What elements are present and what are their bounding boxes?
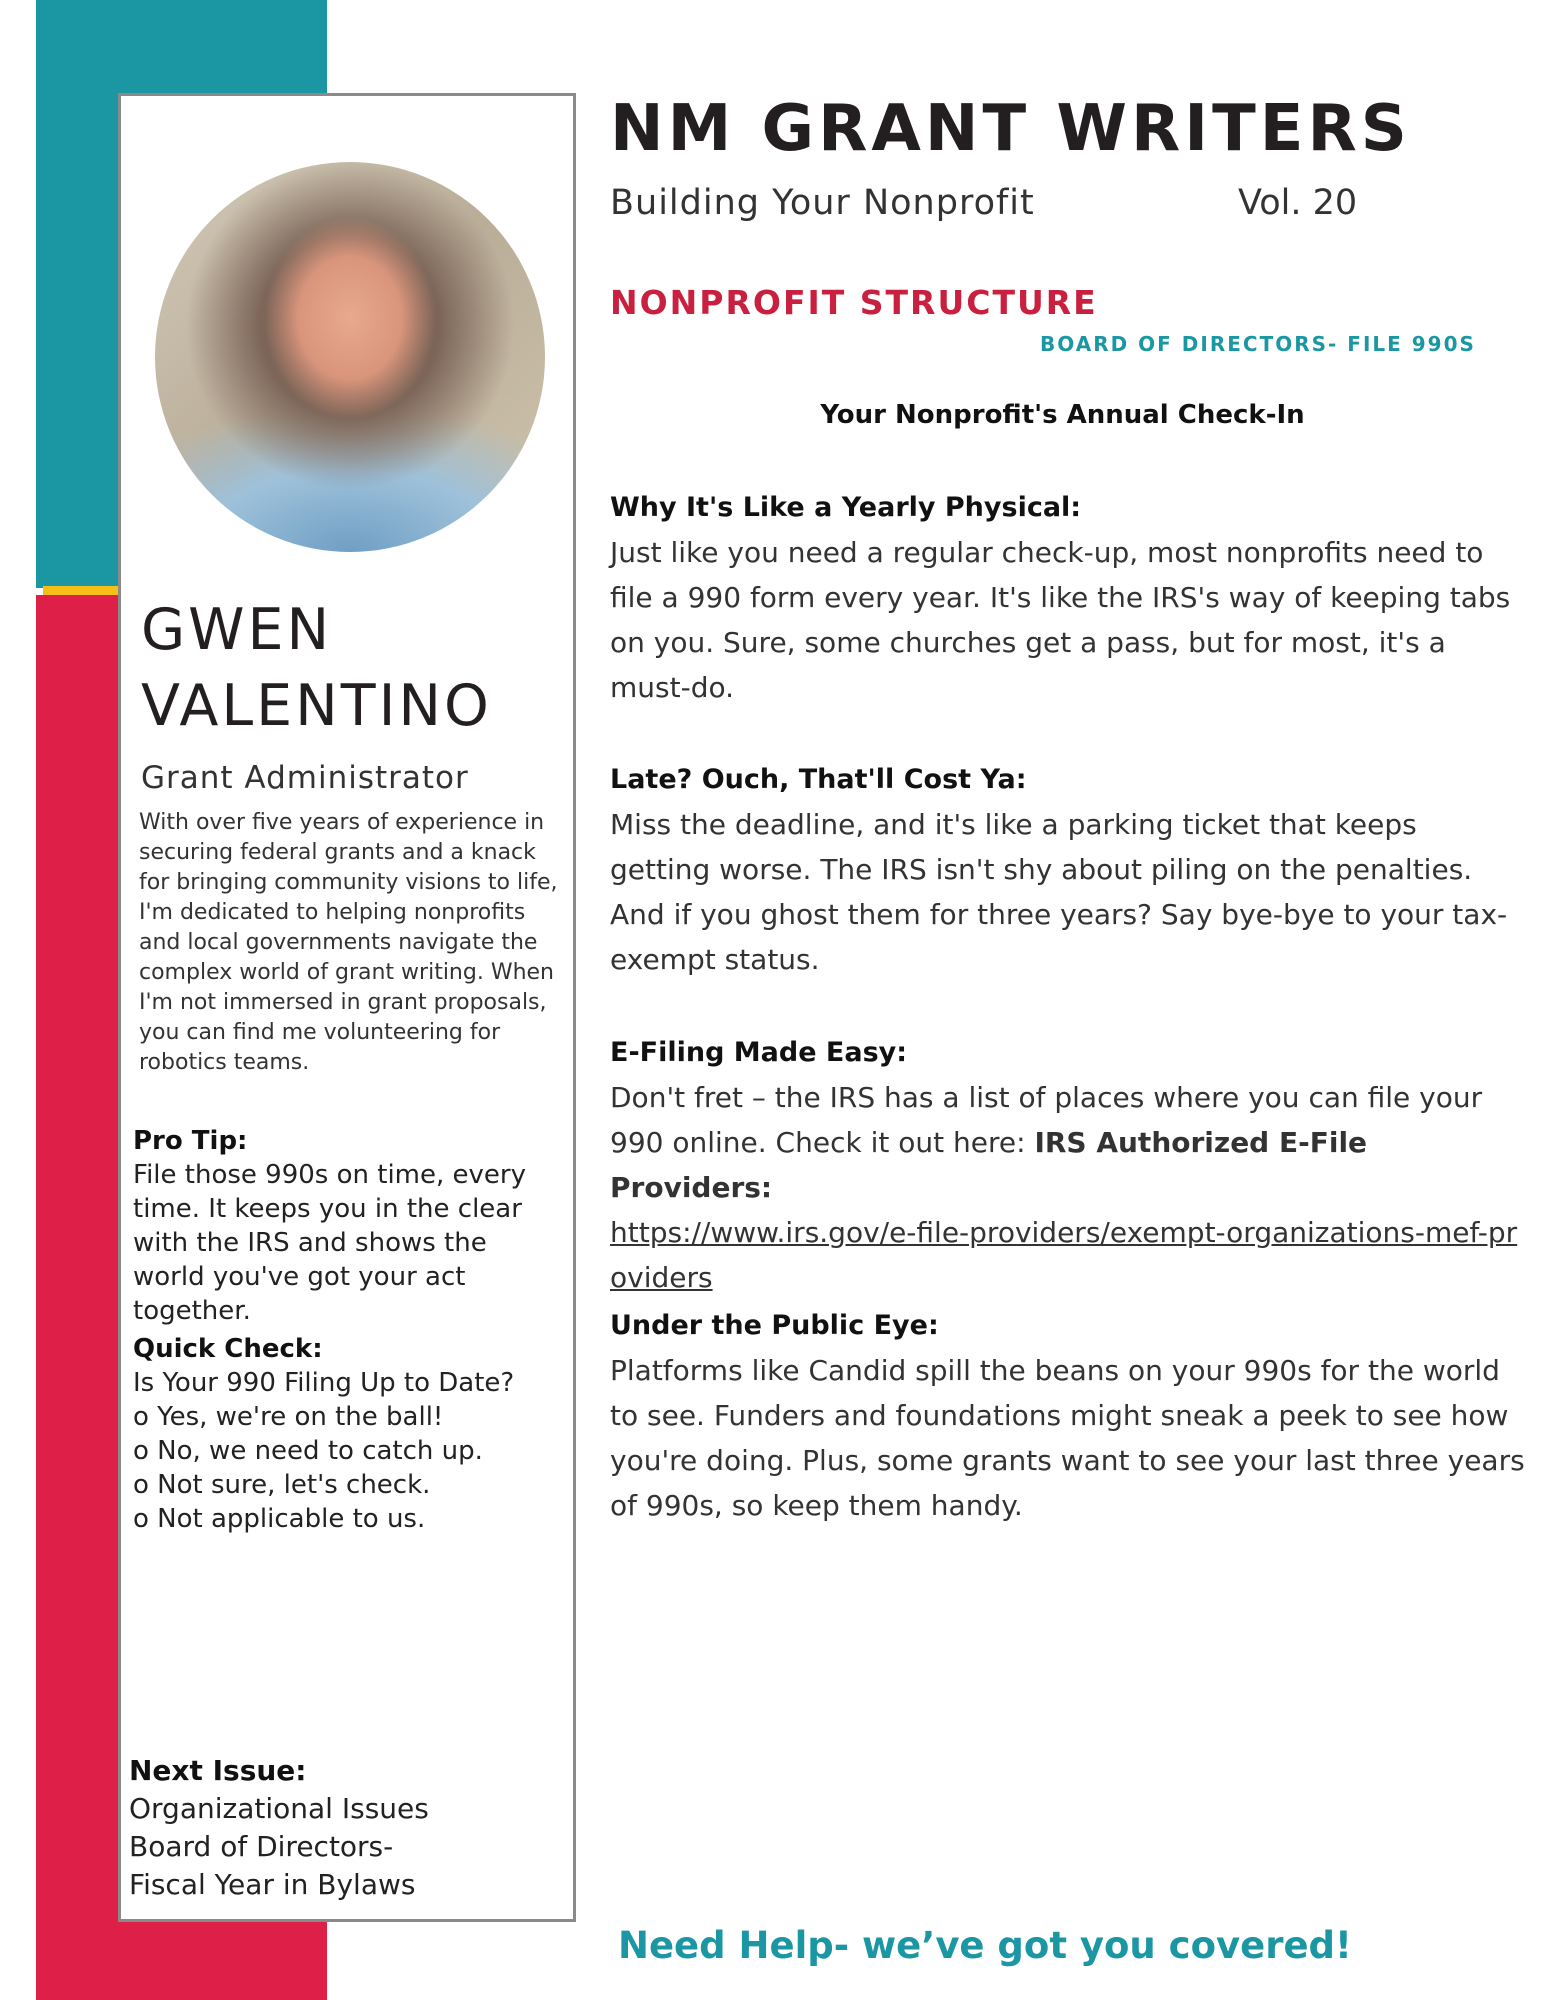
next-issue-heading: Next Issue: — [129, 1754, 307, 1787]
newsletter-masthead: NM GRANT WRITERS — [610, 92, 1411, 166]
author-name-last: VALENTINO — [141, 673, 492, 739]
paragraph-text-body: Don't fret – the IRS has a list of places where you can file your 990 online. Check it out here: — [610, 1081, 1483, 1159]
quick-check — [133, 1332, 563, 1536]
quick-check-option: o No, we need to catch up. — [133, 1436, 483, 1466]
e-file-providers-label: IRS Authorized E-File Providers: — [610, 1126, 1368, 1204]
paragraph-text: Just like you need a regular check-up, most nonprofits need to file a 990 form every year. It's like the IRS's way of keeping tabs on you. Sure, some churches get a pass, but for most, it's a must-do. — [610, 536, 1511, 704]
yellow-accent-stripe — [43, 586, 119, 595]
author-role: Grant Administrator — [141, 760, 469, 796]
next-issue-line: Organizational Issues — [129, 1792, 429, 1825]
newsletter-subtitle: Building Your Nonprofit — [610, 183, 1035, 223]
author-bio: With over five years of experience in securing federal grants and a knack for bringing community visions to life, I'm dedicated to helping nonprofits and local governments navigate the complex world of grant writing. When I'm not immersed in grant proposals, you can find me volunteering for robotics teams. — [139, 810, 558, 1075]
quick-check-options — [133, 1400, 563, 1536]
author-portrait-photo — [155, 162, 545, 552]
next-issue-line: Board of Directors- — [129, 1830, 394, 1863]
paragraph-heading: E-Filing Made Easy: — [610, 1037, 908, 1068]
pro-tip — [133, 1124, 563, 1328]
paragraph-text — [610, 1075, 1525, 1300]
paragraph-yearly-physical — [610, 485, 1525, 710]
volume-number: Vol. 20 — [1238, 183, 1358, 223]
irs-e-file-providers-link[interactable]: https://www.irs.gov/e-file-providers/exempt-organizations-mef-providers — [610, 1216, 1518, 1294]
paragraph-late-penalties — [610, 757, 1525, 982]
pro-tip-text: File those 990s on time, every time. It keeps you in the clear with the IRS and shows the world you've got your act together. — [133, 1160, 526, 1326]
subsection-heading: BOARD OF DIRECTORS- FILE 990S — [1040, 332, 1476, 356]
paragraph-text: Miss the deadline, and it's like a parking ticket that keeps getting worse. The IRS isn't shy about piling on the penalties. And if you ghost them for three years? Say bye-bye to your tax-exempt status. — [610, 808, 1508, 976]
help-call-to-action: Need Help- we’ve got you covered! — [618, 1924, 1352, 1967]
paragraph-e-filing — [610, 1030, 1525, 1300]
next-issue — [129, 1752, 569, 1904]
quick-check-question: Is Your 990 Filing Up to Date? — [133, 1368, 515, 1398]
author-sidebar-card — [118, 93, 576, 1922]
quick-check-option: o Not applicable to us. — [133, 1504, 426, 1534]
author-name — [141, 592, 571, 744]
article-title: Your Nonprofit's Annual Check-In — [820, 400, 1305, 430]
paragraph-text: Platforms like Candid spill the beans on your 990s for the world to see. Funders and foundations might sneak a peek to see how you're doing. Plus, some grants want to see your last three years of 990s, so keep them handy. — [610, 1354, 1525, 1522]
author-name-first: GWEN — [141, 597, 333, 663]
paragraph-heading: Late? Ouch, That'll Cost Ya: — [610, 764, 1027, 795]
quick-check-heading: Quick Check: — [133, 1334, 323, 1364]
quick-check-option: o Not sure, let's check. — [133, 1470, 431, 1500]
section-heading: NONPROFIT STRUCTURE — [610, 283, 1098, 322]
paragraph-heading: Under the Public Eye: — [610, 1310, 939, 1341]
quick-check-option: o Yes, we're on the ball! — [133, 1402, 444, 1432]
pro-tip-heading: Pro Tip: — [133, 1126, 248, 1156]
paragraph-public-eye — [610, 1303, 1525, 1528]
paragraph-heading: Why It's Like a Yearly Physical: — [610, 492, 1082, 523]
next-issue-line: Fiscal Year in Bylaws — [129, 1868, 416, 1901]
